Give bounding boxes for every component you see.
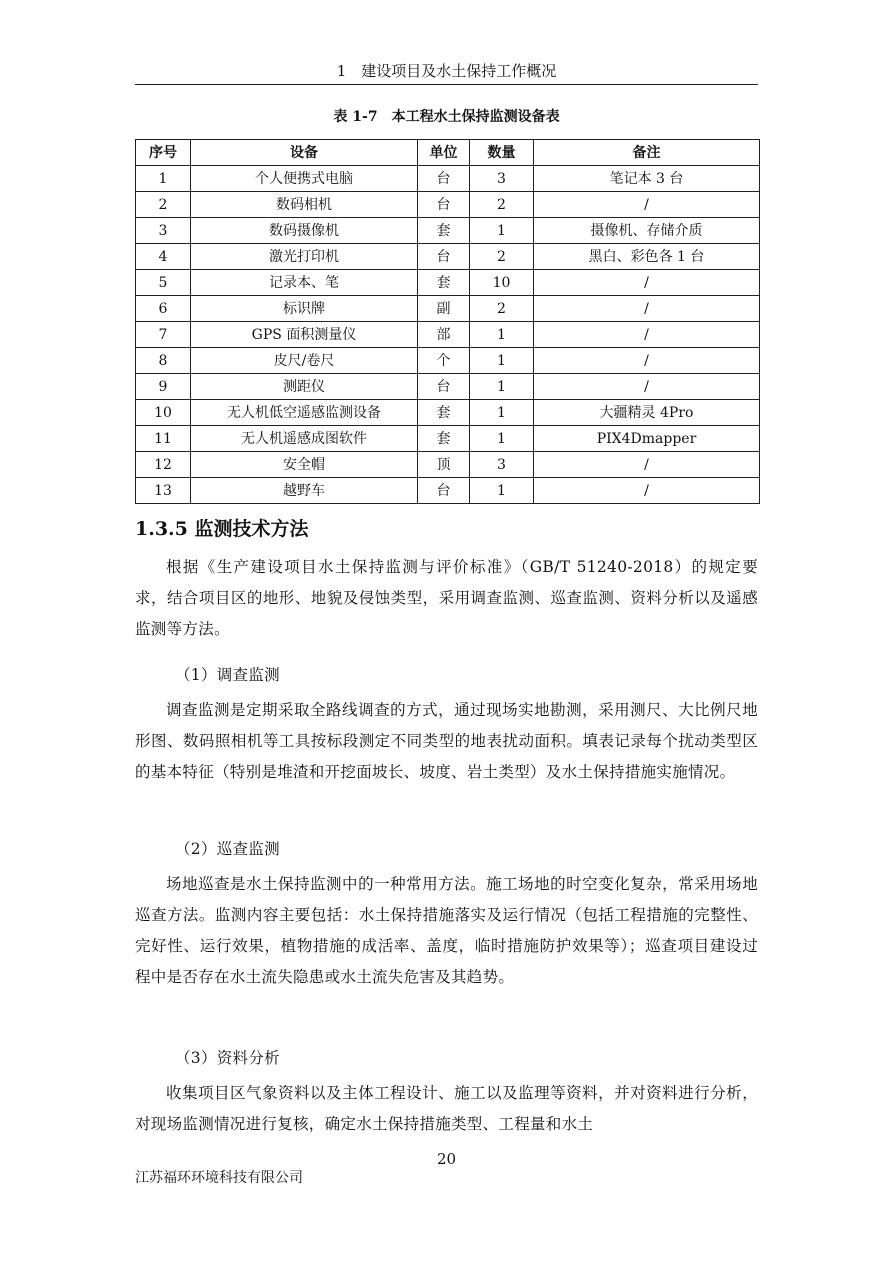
column-header-remark: 备注 [534, 140, 760, 166]
cell-quantity: 3 [470, 452, 534, 478]
cell-equipment: 越野车 [191, 478, 418, 504]
cell-quantity: 1 [470, 478, 534, 504]
column-header-equipment: 设备 [191, 140, 418, 166]
table-row [136, 400, 760, 426]
cell-remark: 大疆精灵 4Pro [534, 400, 760, 426]
cell-equipment: 标识牌 [191, 296, 418, 322]
cell-remark: / [534, 478, 760, 504]
cell-quantity: 1 [470, 400, 534, 426]
table-row [136, 296, 760, 322]
cell-equipment: 无人机遥感成图软件 [191, 426, 418, 452]
cell-remark: / [534, 296, 760, 322]
cell-equipment: 数码摄像机 [191, 218, 418, 244]
table-row [136, 218, 760, 244]
column-header-unit: 单位 [418, 140, 470, 166]
cell-remark: 摄像机、存储介质 [534, 218, 760, 244]
cell-quantity: 10 [470, 270, 534, 296]
cell-index: 13 [136, 478, 191, 504]
table-row [136, 426, 760, 452]
data-analysis-paragraph: 收集项目区气象资料以及主体工程设计、施工以及监理等资料，并对资料进行分析，对现场监测情况进行复核，确定水土保持措施类型、工程量和水土 [135, 1084, 758, 1133]
column-header-index: 序号 [136, 140, 191, 166]
cell-unit: 套 [418, 400, 470, 426]
cell-equipment: 安全帽 [191, 452, 418, 478]
cell-remark: / [534, 270, 760, 296]
cell-unit: 台 [418, 374, 470, 400]
running-header: 1 建设项目及水土保持工作概况 [336, 62, 557, 80]
cell-quantity: 1 [470, 374, 534, 400]
survey-paragraph: 调查监测是定期采取全路线调查的方式，通过现场实地勘测，采用测尺、大比例尺地形图、数码照相机等工具按标段测定不同类型的地表扰动面积。填表记录每个扰动类型区的基本特征（特别是堆渣和开挖面坡长、坡度、岩土类型）及水土保持措施实施情况。 [135, 701, 758, 781]
cell-quantity: 1 [470, 322, 534, 348]
table-row [136, 322, 760, 348]
column-header-quantity: 数量 [470, 140, 534, 166]
table-caption: 表 1-7 本工程水土保持监测设备表 [333, 109, 560, 125]
cell-unit: 套 [418, 218, 470, 244]
cell-index: 10 [136, 400, 191, 426]
cell-equipment: GPS 面积测量仪 [191, 322, 418, 348]
cell-quantity: 2 [470, 296, 534, 322]
subsection-title-data-analysis: （3）资料分析 [175, 1049, 280, 1067]
cell-index: 8 [136, 348, 191, 374]
cell-equipment: 数码相机 [191, 192, 418, 218]
cell-remark: PIX4Dmapper [534, 426, 760, 452]
cell-remark: 笔记本 3 台 [534, 166, 760, 192]
header-rule [135, 84, 758, 85]
cell-unit: 顶 [418, 452, 470, 478]
cell-quantity: 2 [470, 192, 534, 218]
cell-unit: 台 [418, 244, 470, 270]
footer-company: 江苏福环环境科技有限公司 [135, 1170, 303, 1186]
cell-quantity: 1 [470, 218, 534, 244]
cell-remark: / [534, 452, 760, 478]
cell-quantity: 2 [470, 244, 534, 270]
cell-index: 9 [136, 374, 191, 400]
table-row [136, 192, 760, 218]
cell-unit: 部 [418, 322, 470, 348]
table-row [136, 166, 760, 192]
table-row [136, 244, 760, 270]
cell-index: 2 [136, 192, 191, 218]
cell-equipment: 个人便携式电脑 [191, 166, 418, 192]
page-number: 20 [436, 1150, 457, 1168]
cell-remark: / [534, 322, 760, 348]
cell-quantity: 1 [470, 348, 534, 374]
subsection-title-patrol: （2）巡查监测 [175, 840, 280, 858]
table-row [136, 452, 760, 478]
patrol-paragraph: 场地巡查是水土保持监测中的一种常用方法。施工场地的时空变化复杂，常采用场地巡查方法。监测内容主要包括：水土保持措施落实及运行情况（包括工程措施的完整性、完好性、运行效果，植物措施的成活率、盖度，临时措施防护效果等）；巡查项目建设过程中是否存在水土流失隐患或水土流失危害及其趋势。 [135, 875, 758, 986]
cell-remark: 黑白、彩色各 1 台 [534, 244, 760, 270]
cell-equipment: 记录本、笔 [191, 270, 418, 296]
table-row [136, 374, 760, 400]
subsection-title-survey: （1）调查监测 [175, 666, 280, 684]
cell-index: 3 [136, 218, 191, 244]
cell-quantity: 3 [470, 166, 534, 192]
section-title: 1.3.5 监测技术方法 [135, 518, 309, 540]
cell-unit: 套 [418, 270, 470, 296]
cell-index: 5 [136, 270, 191, 296]
table-row [136, 348, 760, 374]
table-header-row [136, 140, 760, 166]
cell-unit: 台 [418, 192, 470, 218]
cell-remark: / [534, 374, 760, 400]
cell-unit: 个 [418, 348, 470, 374]
cell-index: 6 [136, 296, 191, 322]
cell-equipment: 无人机低空遥感监测设备 [191, 400, 418, 426]
cell-index: 7 [136, 322, 191, 348]
cell-equipment: 激光打印机 [191, 244, 418, 270]
cell-remark: / [534, 192, 760, 218]
cell-remark: / [534, 348, 760, 374]
cell-index: 12 [136, 452, 191, 478]
intro-paragraph: 根据《生产建设项目水土保持监测与评价标准》（GB/T 51240-2018）的规定要求，结合项目区的地形、地貌及侵蚀类型，采用调查监测、巡查监测、资料分析以及遥感监测等方法。 [135, 558, 758, 638]
cell-index: 11 [136, 426, 191, 452]
cell-equipment: 皮尺/卷尺 [191, 348, 418, 374]
cell-unit: 套 [418, 426, 470, 452]
table-row [136, 270, 760, 296]
cell-unit: 副 [418, 296, 470, 322]
table-row [136, 478, 760, 504]
table-body [136, 166, 760, 504]
cell-equipment: 测距仪 [191, 374, 418, 400]
cell-quantity: 1 [470, 426, 534, 452]
cell-unit: 台 [418, 166, 470, 192]
equipment-table [135, 139, 760, 504]
cell-index: 4 [136, 244, 191, 270]
cell-index: 1 [136, 166, 191, 192]
cell-unit: 台 [418, 478, 470, 504]
